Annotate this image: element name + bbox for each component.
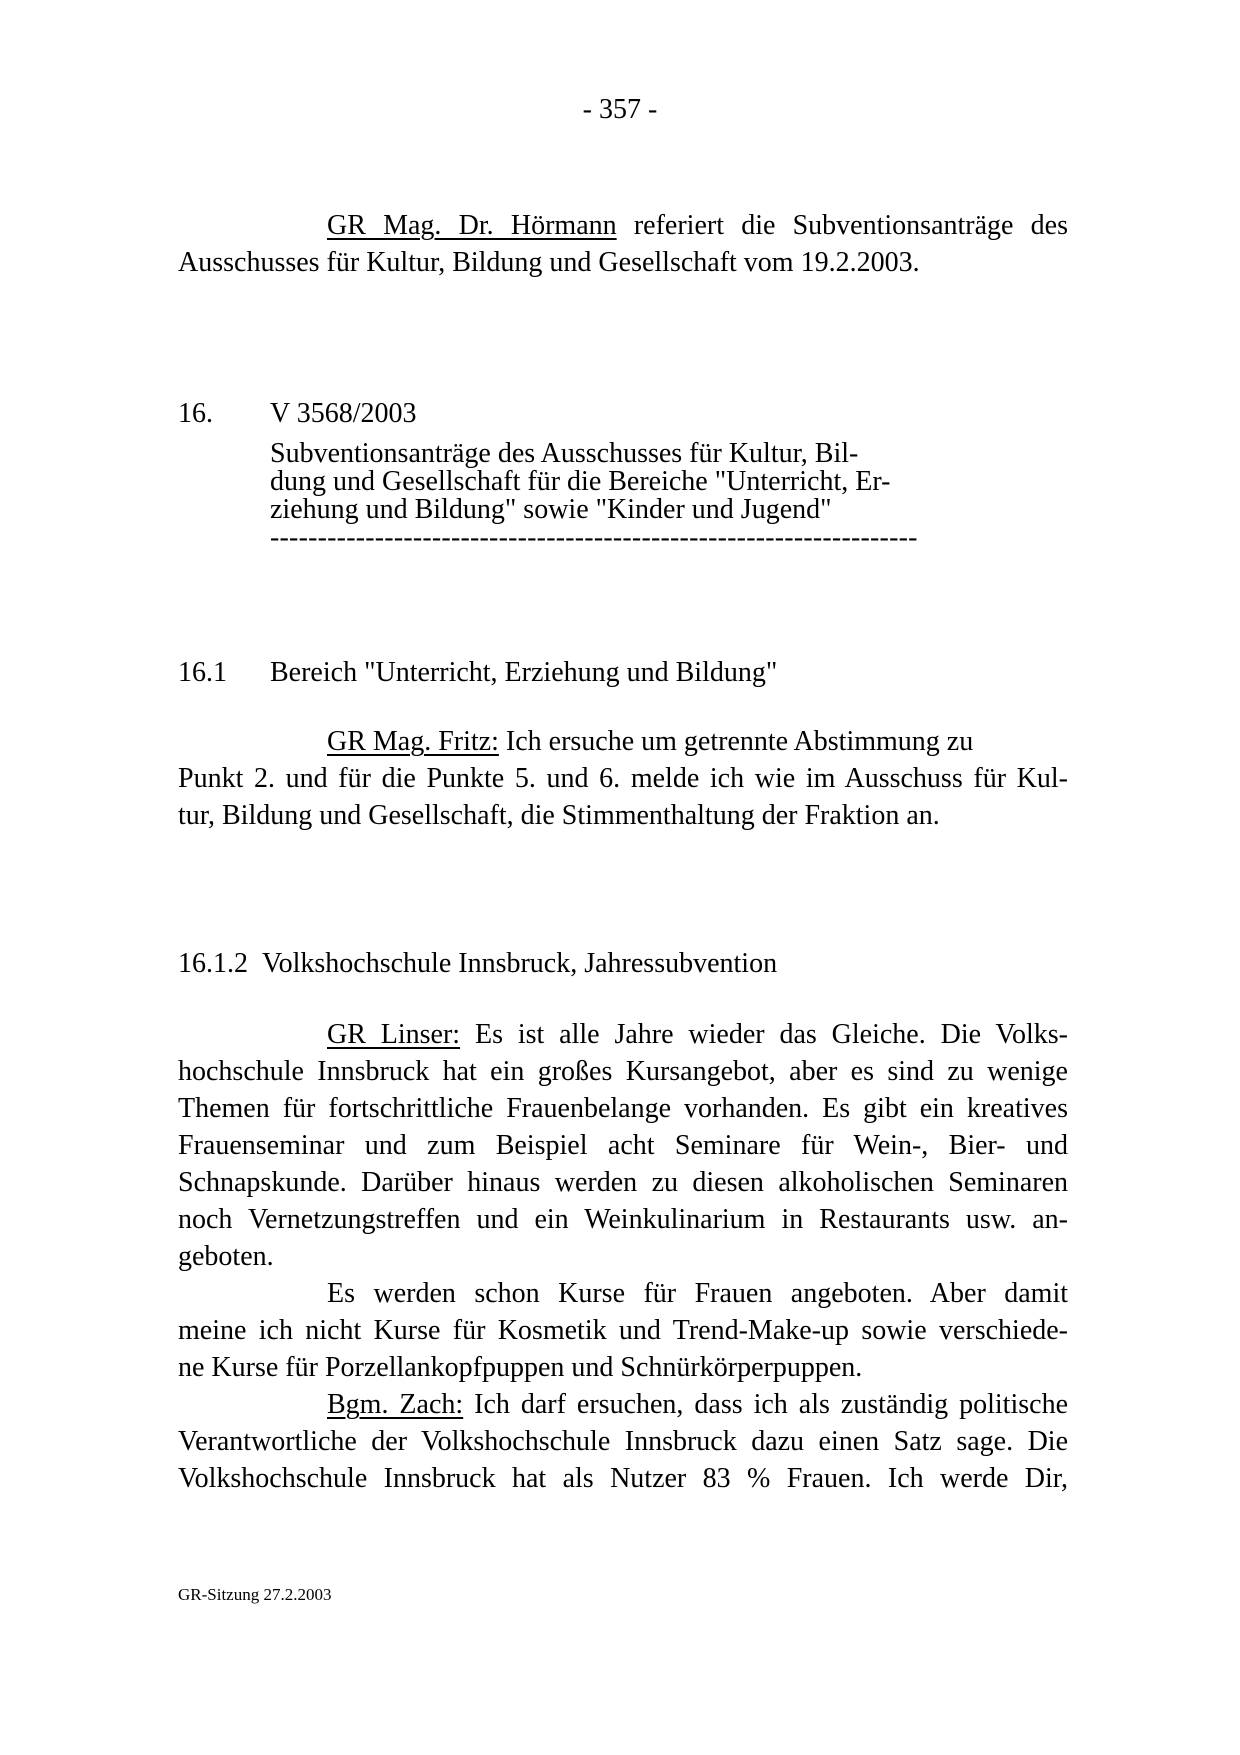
item-16-title	[270, 440, 890, 524]
paragraph-line: Schnapskunde. Darüber hinaus werden zu diesen alkoholischen Seminaren	[178, 1167, 1068, 1198]
speaker-name: Bgm. Zach:	[327, 1389, 464, 1420]
item-title: Bereich "Unterricht, Erziehung und Bildung"	[270, 657, 778, 688]
linser-paragraph	[178, 1016, 1068, 1497]
paragraph-line: Punkt 2. und für die Punkte 5. und 6. melde ich wie im Ausschuss für Kul-	[178, 763, 1068, 794]
speaker-name: GR Mag. Fritz:	[327, 726, 499, 757]
title-line: ziehung und Bildung" sowie "Kinder und Jugend"	[270, 494, 832, 525]
paragraph-line: Volkshochschule Innsbruck hat als Nutzer 83 % Frauen. Ich werde Dir,	[178, 1463, 1068, 1494]
paragraph-line: meine ich nicht Kurse für Kosmetik und Trend-Make-up sowie verschiede-	[178, 1315, 1068, 1346]
paragraph-line: geboten.	[178, 1241, 274, 1272]
item-number: 16.1.2	[178, 948, 248, 979]
page-number: - 357 -	[582, 94, 658, 125]
intro-line-2: Ausschusses für Kultur, Bildung und Gesellschaft vom 19.2.2003.	[178, 247, 920, 278]
item-16-1-heading	[178, 654, 777, 691]
paragraph-line: tur, Bildung und Gesellschaft, die Stimmenthaltung der Fraktion an.	[178, 800, 940, 831]
paragraph-line: Themen für fortschrittliche Frauenbelange vorhanden. Es gibt ein kreatives	[178, 1093, 1068, 1124]
paragraph-line: noch Vernetzungstreffen und ein Weinkulinarium in Restaurants usw. an-	[178, 1204, 1068, 1235]
paragraph-line: hochschule Innsbruck hat ein großes Kursangebot, aber es sind zu wenige	[178, 1056, 1068, 1087]
title-line: Subventionsanträge des Ausschusses für Kultur, Bil-	[270, 438, 859, 469]
paragraph-line: Frauenseminar und zum Beispiel acht Seminare für Wein-, Bier- und	[178, 1130, 1068, 1161]
item-title: Volkshochschule Innsbruck, Jahressubvention	[262, 948, 778, 979]
speaker-name: GR Mag. Dr. Hörmann	[327, 210, 617, 241]
item-16-1-2-heading	[178, 945, 777, 982]
title-line: dung und Gesellschaft für die Bereiche "Unterricht, Er-	[270, 466, 891, 497]
item-number: 16.1	[178, 657, 227, 688]
item-reference: V 3568/2003	[270, 398, 417, 429]
paragraph-line: Bgm. Zach: Ich darf ersuchen, dass ich als zuständig politische	[327, 1389, 1068, 1420]
paragraph-line: GR Mag. Fritz: Ich ersuche um getrennte Abstimmung zu	[327, 726, 974, 757]
paragraph-line: Verantwortliche der Volkshochschule Innsbruck dazu einen Satz sage. Die	[178, 1426, 1068, 1457]
speaker-name: GR Linser:	[327, 1019, 461, 1050]
intro-paragraph	[178, 207, 1068, 281]
item-number: 16.	[178, 398, 213, 429]
intro-line-1: GR Mag. Dr. Hörmann referiert die Subventionsanträge des	[327, 210, 1068, 241]
paragraph-line: GR Linser: Es ist alle Jahre wieder das Gleiche. Die Volks-	[327, 1019, 1068, 1050]
footer: GR-Sitzung 27.2.2003	[178, 1585, 332, 1604]
separator-line: --------------------------------------------------------------------	[270, 522, 918, 553]
paragraph-line: ne Kurse für Porzellankopfpuppen und Schnürkörperpuppen.	[178, 1352, 863, 1383]
item-16-heading	[178, 395, 417, 432]
fritz-paragraph	[178, 723, 1068, 834]
paragraph-line: Es werden schon Kurse für Frauen angeboten. Aber damit	[327, 1278, 1068, 1309]
